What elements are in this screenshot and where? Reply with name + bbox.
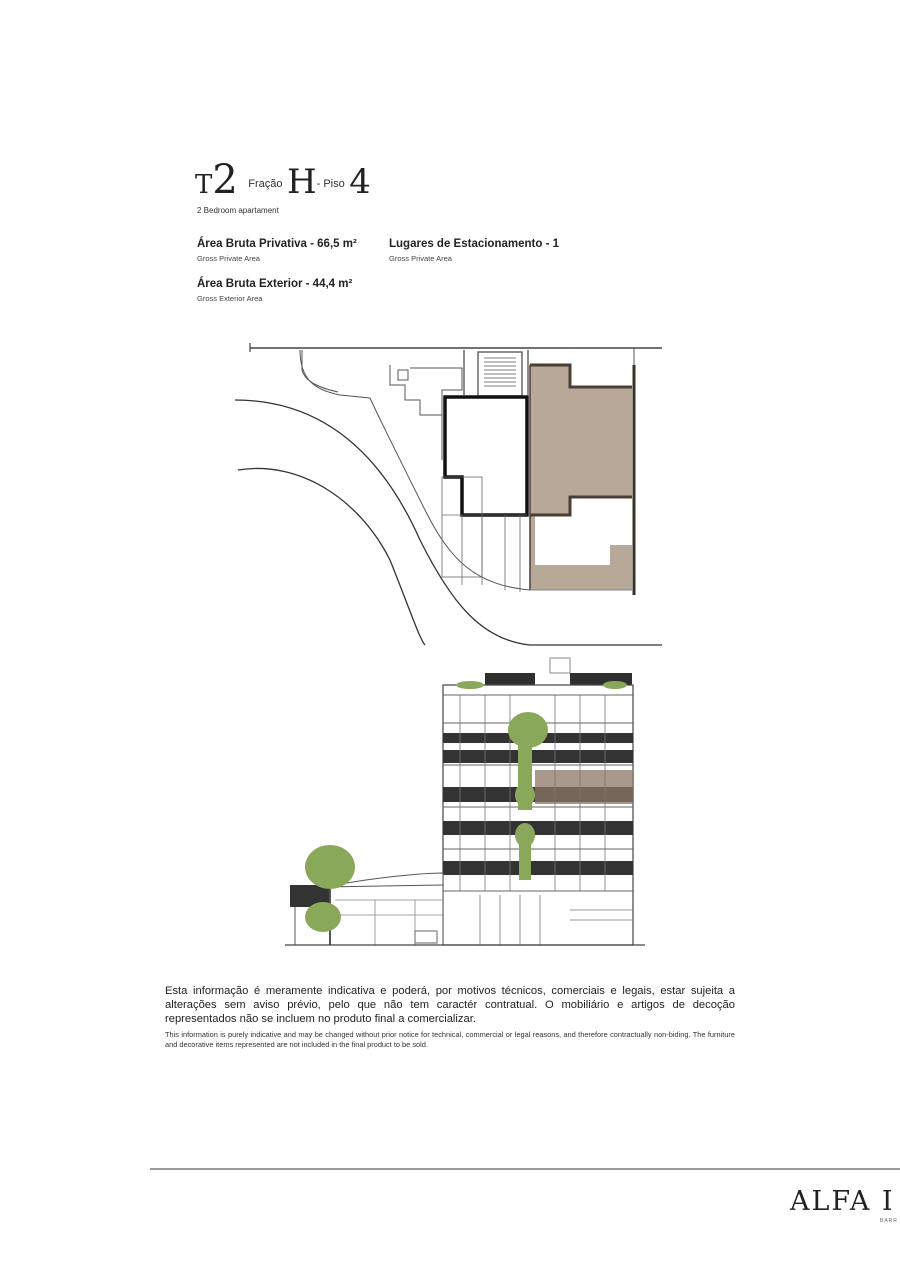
balcony-floor-5 [443,750,633,763]
fraction-letter: H [286,162,317,202]
balcony-floor-3 [443,821,633,835]
brand-logo-subtitle: BARR [880,1218,898,1224]
building-elevation [285,655,645,950]
disclaimer-pt: Esta informação é meramente indicativa e poderá, por motivos técnicos, comerciais e legais, estar sujeita a alterações sem aviso prévio, pelo que não tem caractér contratual. O mobiliário e artigos de decoção representados não se incluem no produto final a comercializar. [165,985,735,1025]
typology-number: 2 [212,157,238,203]
neighbour-unit-outline [445,397,527,515]
floor-plan [230,340,670,650]
private-area-label-en: Gross Private Area [197,254,260,263]
exterior-area-label: Área Bruta Exterior - 44,4 m² [197,278,353,290]
parking-label: Lugares de Estacionamento - 1 [389,238,559,250]
unit-h-elevation-highlight [535,770,633,804]
exterior-area-block [197,274,352,303]
parking-block [389,234,559,263]
private-area-label: Área Bruta Privativa - 66,5 m² [197,238,357,250]
floor-number: 4 [349,162,371,202]
unit-h-highlight [530,365,632,590]
unit-header [195,157,595,310]
exterior-area-label-en: Gross Exterior Area [197,294,263,303]
brand-logo: ALFA I [790,1186,895,1217]
private-area-block [197,234,357,263]
unit-title [195,157,371,203]
parking-label-en: Gross Private Area [389,254,452,263]
floor-label: - Piso [316,178,345,190]
footer-divider [150,1168,900,1170]
unit-subtitle: 2 Bedroom apartament [197,206,279,215]
typology-prefix: T [195,170,213,200]
fraction-label: Fração [248,178,283,190]
road-curve-inner [238,468,425,645]
balcony-floor-2 [443,861,633,875]
disclaimer-en: This information is purely indicative and may be changed without prior notice for technical, commercial or legal reasons, and therefore contractually non-biding. The furniture and decorative items represented are not included in the final product to be sold. [165,1030,735,1049]
